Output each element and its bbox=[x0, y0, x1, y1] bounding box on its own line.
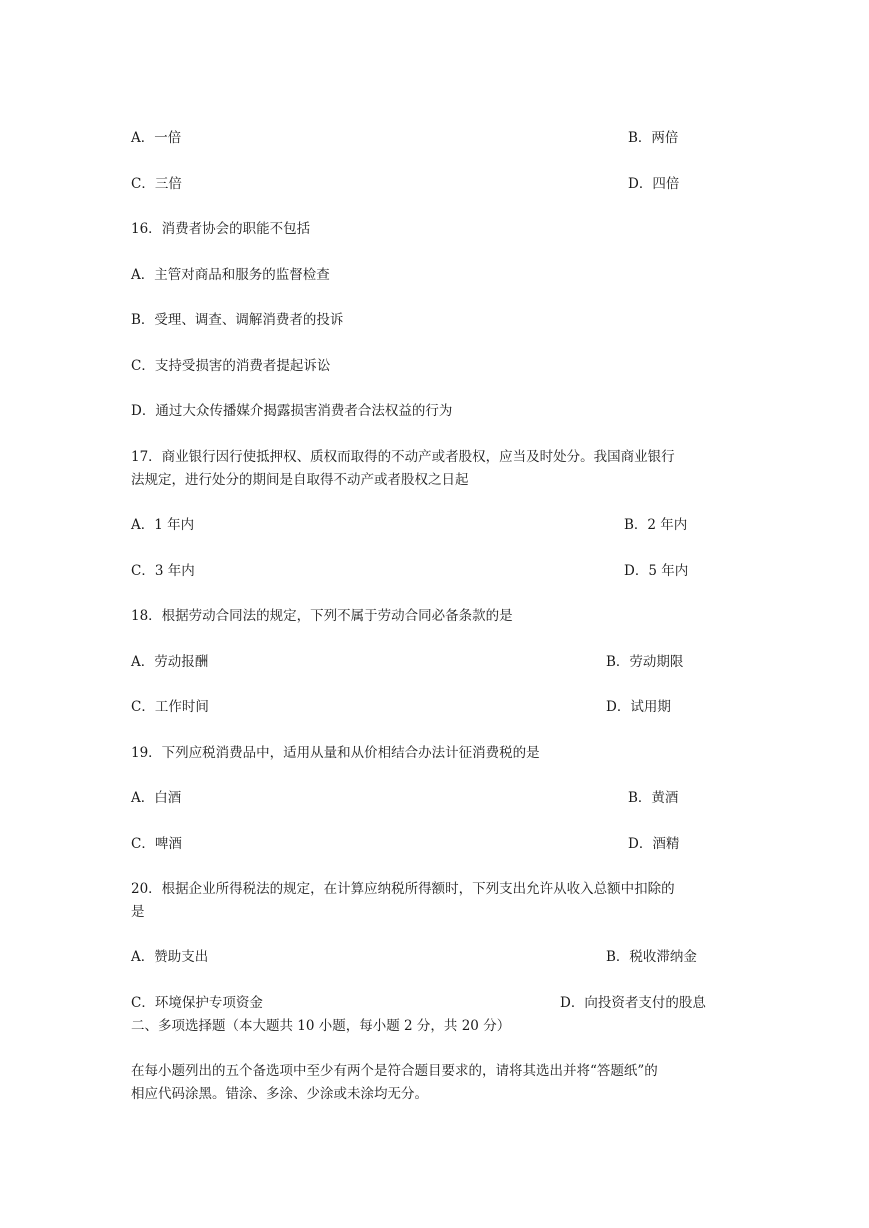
q19-option-c: C．啤酒 bbox=[131, 836, 182, 852]
q18-option-d: D．试用期 bbox=[606, 699, 671, 715]
q20-option-d: D．向投资者支付的股息 bbox=[560, 995, 706, 1011]
q16-option-d: D．通过大众传播媒介揭露损害消费者合法权益的行为 bbox=[131, 403, 453, 419]
q19-option-d: D．酒精 bbox=[628, 836, 680, 852]
q17-stem-line2: 法规定，进行处分的期间是自取得不动产或者股权之日起 bbox=[131, 472, 469, 488]
q15-option-d: D．四倍 bbox=[628, 176, 680, 192]
q18-stem: 18．根据劳动合同法的规定，下列不属于劳动合同必备条款的是 bbox=[131, 608, 513, 624]
q17-option-b: B．2 年内 bbox=[624, 517, 688, 533]
q20-stem-line1: 20．根据企业所得税法的规定，在计算应纳税所得额时，下列支出允许从收入总额中扣除的 bbox=[131, 881, 675, 897]
q16-option-a: A．主管对商品和服务的监督检查 bbox=[131, 267, 330, 283]
q20-stem-line2: 是 bbox=[131, 904, 145, 920]
q19-option-a: A．白酒 bbox=[131, 790, 182, 806]
q16-stem: 16．消费者协会的职能不包括 bbox=[131, 221, 311, 237]
q17-stem-line1: 17．商业银行因行使抵押权、质权而取得的不动产或者股权，应当及时处分。我国商业银行 bbox=[131, 449, 675, 465]
section-heading: 二、多项选择题（本大题共 10 小题，每小题 2 分，共 20 分） bbox=[131, 1018, 511, 1034]
section-instruction-line1: 在每小题列出的五个备选项中至少有两个是符合题目要求的，请将其选出并将“答题纸”的 bbox=[131, 1063, 658, 1079]
q15-option-a: A．一倍 bbox=[131, 130, 182, 146]
q17-option-d: D．5 年内 bbox=[624, 563, 689, 579]
q16-option-b: B．受理、调查、调解消费者的投诉 bbox=[131, 312, 344, 328]
q18-option-a: A．劳动报酬 bbox=[131, 654, 209, 670]
q20-option-a: A．赞助支出 bbox=[131, 949, 209, 965]
q18-option-b: B．劳动期限 bbox=[606, 654, 684, 670]
q20-option-c: C．环境保护专项资金 bbox=[131, 995, 263, 1011]
q18-option-c: C．工作时间 bbox=[131, 699, 209, 715]
q15-option-c: C．三倍 bbox=[131, 176, 182, 192]
q15-option-b: B．两倍 bbox=[628, 130, 679, 146]
q17-option-c: C．3 年内 bbox=[131, 563, 195, 579]
section-instruction-line2: 相应代码涂黑。错涂、多涂、少涂或未涂均无分。 bbox=[131, 1086, 428, 1102]
q19-stem: 19．下列应税消费品中，适用从量和从价相结合办法计征消费税的是 bbox=[131, 745, 540, 761]
q17-option-a: A．1 年内 bbox=[131, 517, 195, 533]
q16-option-c: C．支持受损害的消费者提起诉讼 bbox=[131, 358, 331, 374]
q20-option-b: B．税收滞纳金 bbox=[606, 949, 697, 965]
q19-option-b: B．黄酒 bbox=[628, 790, 679, 806]
